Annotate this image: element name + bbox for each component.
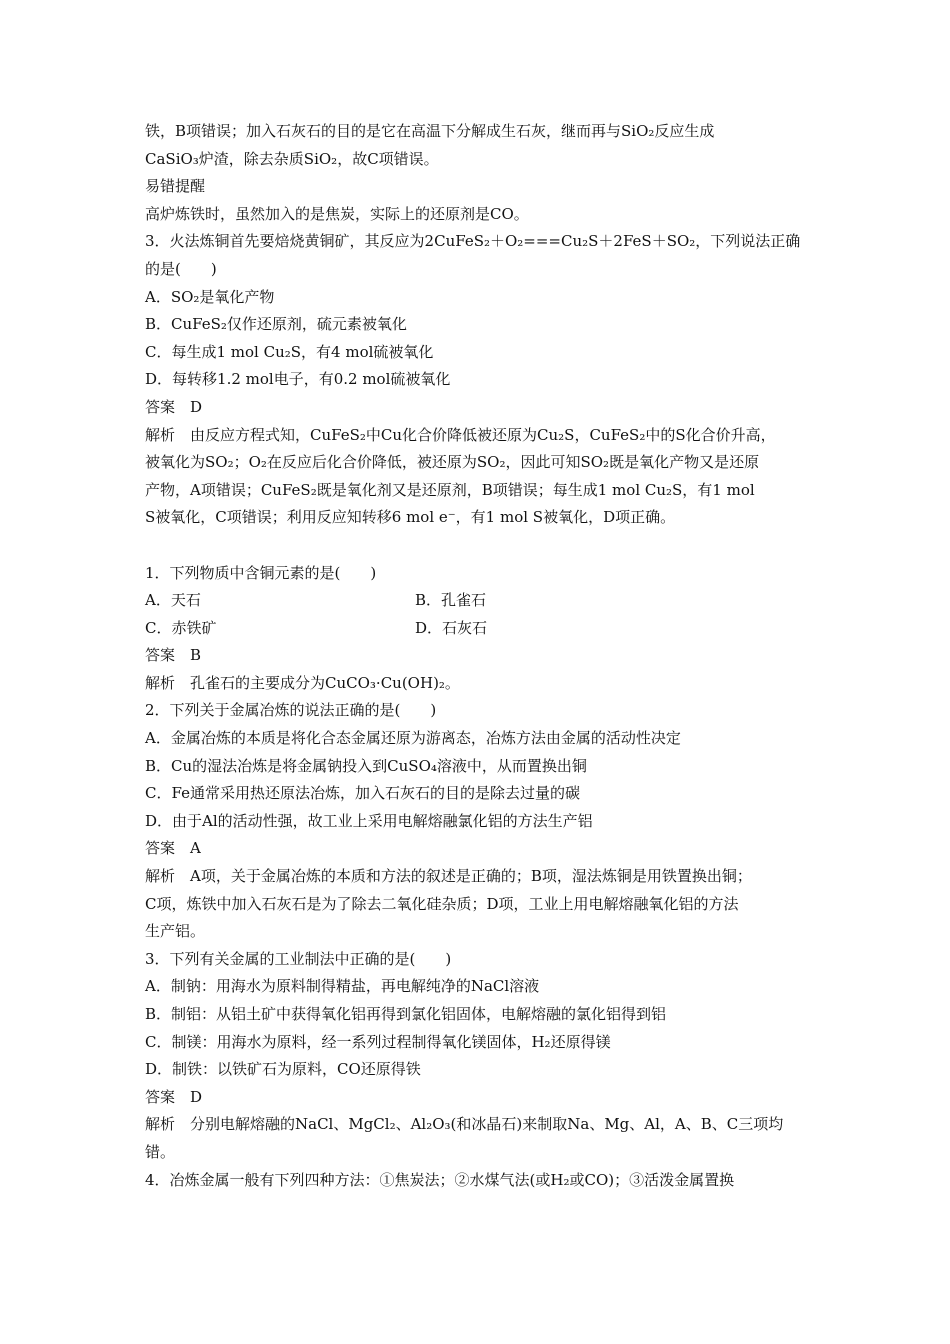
question-stem: 2．下列关于金属冶炼的说法正确的是( ) xyxy=(145,701,437,720)
option-a: A．天石 xyxy=(145,591,201,610)
option-d: D．由于Al的活动性强，故工业上采用电解熔融氯化铝的方法生产铝 xyxy=(145,811,593,830)
question-stem: 1．下列物质中含铜元素的是( ) xyxy=(145,563,377,582)
analysis-line: 产物，A项错误；CuFeS₂既是氧化剂又是还原剂，B项错误；每生成1 mol Cu₂S，有1 mol xyxy=(145,480,755,499)
text-line: 高炉炼铁时，虽然加入的是焦炭，实际上的还原剂是CO。 xyxy=(145,204,529,223)
analysis-line: 解析 孔雀石的主要成分为CuCO₃·Cu(OH)₂。 xyxy=(145,673,460,692)
question-stem: 3．火法炼铜首先要焙烧黄铜矿，其反应为2CuFeS₂＋O₂===Cu₂S＋2FeS＋SO₂，下列说法正确 xyxy=(145,232,801,251)
option-d: D．石灰石 xyxy=(415,618,488,637)
option-b: B．CuFeS₂仅作还原剂，硫元素被氧化 xyxy=(145,315,407,334)
text-line: 铁，B项错误；加入石灰石的目的是它在高温下分解成生石灰，继而再与SiO₂反应生成 xyxy=(145,122,715,140)
option-a: A．SO₂是氧化产物 xyxy=(145,287,275,306)
option-c: C．制镁：用海水为原料，经一系列过程制得氧化镁固体，H₂还原得镁 xyxy=(145,1032,611,1051)
question-stem: 4．冶炼金属一般有下列四种方法：①焦炭法；②水煤气法(或H₂或CO)；③活泼金属置换 xyxy=(145,1170,735,1189)
option-d: D．制铁：以铁矿石为原料，CO还原得铁 xyxy=(145,1060,421,1079)
question-stem: 的是( ) xyxy=(145,259,217,278)
analysis-line: S被氧化，C项错误；利用反应知转移6 mol e⁻，有1 mol S被氧化，D项正确。 xyxy=(145,508,676,527)
option-b: B．制铝：从铝土矿中获得氧化铝再得到氯化铝固体，电解熔融的氯化铝得到铝 xyxy=(145,1005,667,1023)
answer-line: 答案 D xyxy=(145,397,203,416)
document-page xyxy=(145,118,815,1194)
option-b: B．孔雀石 xyxy=(415,591,487,610)
spacer xyxy=(145,532,815,560)
analysis-line: 错。 xyxy=(145,1142,176,1161)
analysis-line: 解析 分别电解熔融的NaCl、MgCl₂、Al₂O₃(和冰晶石)来制取Na、Mg、Al，A、B、C三项均 xyxy=(145,1115,784,1134)
option-c: C．每生成1 mol Cu₂S，有4 mol硫被氧化 xyxy=(145,342,434,361)
analysis-line: 解析 由反应方程式知，CuFeS₂中Cu化合价降低被还原为Cu₂S，CuFeS₂中的S化合价升高， xyxy=(145,425,776,444)
options-row xyxy=(145,587,815,615)
analysis-line: 被氧化为SO₂；O₂在反应后化合价降低，被还原为SO₂，因此可知SO₂既是氧化产物又是还原 xyxy=(145,453,760,472)
section-heading: 易错提醒 xyxy=(145,177,206,196)
question-stem: 3．下列有关金属的工业制法中正确的是( ) xyxy=(145,949,452,968)
option-c: C．Fe通常采用热还原法冶炼，加入石灰石的目的是除去过量的碳 xyxy=(145,784,580,803)
answer-line: 答案 A xyxy=(145,839,201,858)
option-a: A．金属冶炼的本质是将化合态金属还原为游离态，冶炼方法由金属的活动性决定 xyxy=(145,729,681,748)
analysis-line: C项，炼铁中加入石灰石是为了除去二氧化硅杂质；D项，工业上用电解熔融氧化铝的方法 xyxy=(145,894,739,913)
analysis-line: 解析 A项，关于金属冶炼的本质和方法的叙述是正确的；B项，湿法炼铜是用铁置换出铜； xyxy=(145,867,752,886)
answer-line: 答案 B xyxy=(145,646,202,665)
answer-line: 答案 D xyxy=(145,1087,203,1106)
option-a: A．制钠：用海水为原料制得精盐，再电解纯净的NaCl溶液 xyxy=(145,977,540,996)
option-b: B．Cu的湿法冶炼是将金属钠投入到CuSO₄溶液中，从而置换出铜 xyxy=(145,756,587,775)
text-line: CaSiO₃炉渣，除去杂质SiO₂，故C项错误。 xyxy=(145,149,439,168)
analysis-line: 生产铝。 xyxy=(145,922,206,941)
option-c: C．赤铁矿 xyxy=(145,618,217,637)
options-row xyxy=(145,615,815,643)
option-d: D．每转移1.2 mol电子，有0.2 mol硫被氧化 xyxy=(145,370,451,389)
